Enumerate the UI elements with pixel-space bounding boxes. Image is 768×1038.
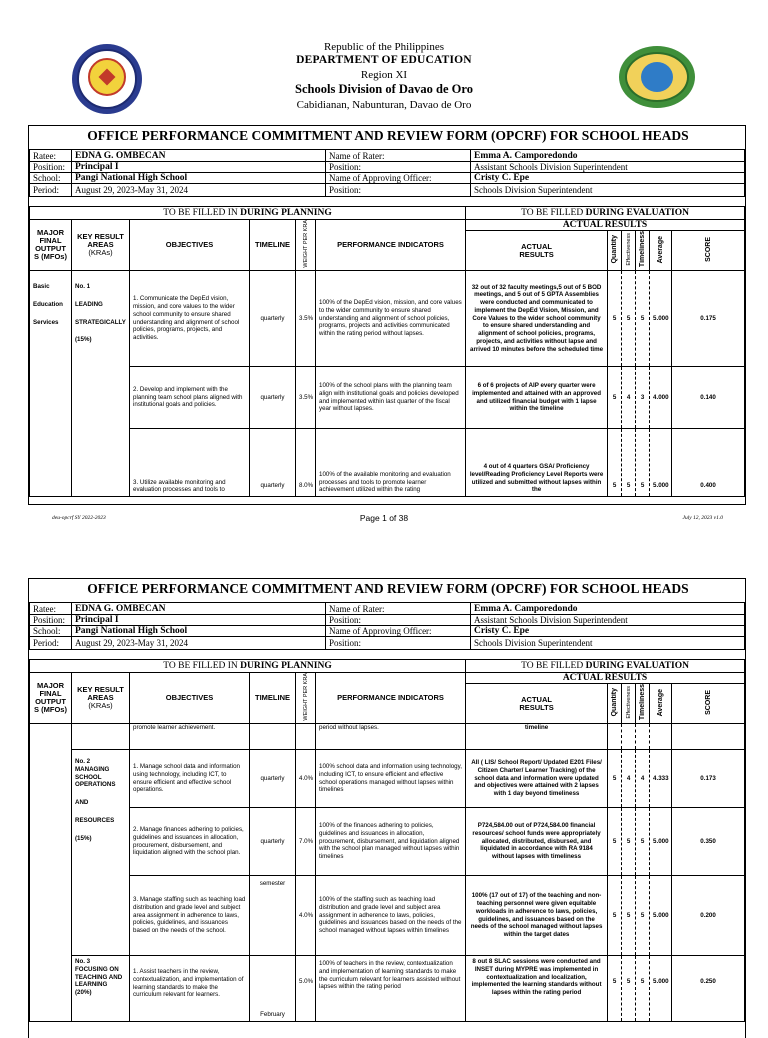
indicator-cell: 100% of the staffing such as teaching load distribution and grade level and subject area assignment in adherence to laws, policies, guidelines and issuances based on the needs of the school managed without lapses within timelines [316,876,466,956]
col-weight [296,673,316,724]
planning-bold: DURING PLANNING [240,208,332,218]
approving-label: Name of Approving Officer: [326,626,471,637]
timeline-cell: quarterly [250,808,296,876]
col-timeliness [636,684,650,724]
col-timeliness-text: Timeliness [639,231,647,268]
timeline-cell: quarterly [250,271,296,367]
school-name: Pangi National High School [72,626,326,637]
effectiveness-cell: 5 [622,876,636,956]
average-cell: 4.000 [650,367,672,429]
col-kra-bottom: (KRAs) [88,247,113,257]
opcrf-form [28,125,746,505]
evaluation-prefix: TO BE FILLED [521,661,584,671]
col-indicators: PERFORMANCE INDICATORS [316,673,466,724]
objective-cell: 2. Manage finances adhering to policies, guidelines and issuances in allocation, procurement, disbursement, and liquidation aligned with the school plan. [130,808,250,876]
col-objectives: OBJECTIVES [130,220,250,271]
opcrf-form-continued [28,578,746,1038]
period-label: Period: [30,637,72,650]
actual-result-cell: P724,584.00 out of P724,584.00 financial resources/ school funds were appropriately allocated, distributed, disbursed, and liquidated in accordance with RA 9184 without lapses with timeliness [466,808,608,876]
average-cell: 4.333 [650,750,672,808]
kra-cell [72,271,130,497]
col-timeliness-text: Timeliness [639,684,647,721]
ratee-position: Principal I [72,615,326,626]
average-cell: 5.000 [650,429,672,497]
page-footer [0,513,768,527]
col-effectiveness-text: Effectiveness [625,233,632,266]
kra-line: TEACHING AND [75,973,123,981]
timeline-cell: quarterly [250,367,296,429]
objective-cell: 1. Manage school data and information using technology, including ICT, to ensure efficient and effective school operations. [130,750,250,808]
col-average-text: Average [657,235,665,264]
objective-cell: 3. Utilize available monitoring and evaluation processes and tools to [130,429,250,497]
actual-result-cell: 6 of 6 projects of AIP every quarter were implemented and attained with an approved and utilized financial budget with 1 lapse within the timeline [466,367,608,429]
approving-position-label: Position: [326,637,471,650]
rater-name: Emma A. Camporedondo [471,150,745,162]
col-average [650,231,672,271]
effectiveness-cell: 5 [622,808,636,876]
rater-label: Name of Rater: [326,150,471,162]
col-actual: ACTUAL [521,694,552,704]
col-score-text: SCORE [704,690,712,715]
indicator-cell: period without lapses. [316,724,466,750]
footer-version: July 12, 2023 v1.0 [682,515,723,521]
average-cell: 5.000 [650,956,672,1022]
period-value: August 29, 2023-May 31, 2024 [72,637,326,650]
actual-results-group-text: ACTUAL RESULTS [562,673,648,683]
quantity-cell: 5 [608,750,622,808]
quantity-cell: 5 [608,876,622,956]
timeline-cell: quarterly [250,750,296,808]
school-label: School: [30,626,72,637]
timeliness-cell [636,724,650,750]
col-effectiveness [622,231,636,271]
kra-line: (20%) [75,989,92,996]
effectiveness-cell [622,724,636,750]
kra-line: LEARNING [75,981,108,989]
position-label: Position: [30,615,72,626]
col-average-text: Average [657,688,665,717]
actual-result-cell: All ( LIS/ School Report/ Updated E201 Files/ Citizen Charter/ Learner Tracking) of the school data and information were updated and objectives were attained with 2 lapses with 1 day beyond timeliness [466,750,608,808]
col-results: RESULTS [519,249,554,259]
kra-line: OPERATIONS [75,781,116,789]
kra-line: FOCUSING ON [75,965,119,973]
score-cell: 0.250 [672,956,745,1022]
kra-line: MANAGING [75,765,110,773]
planning-bold: DURING PLANNING [240,661,332,671]
ratee-info-table [29,149,745,197]
actual-result-cell: 4 out of 4 quarters GSA/ Proficiency level/Reading Proficiency Level Reports were utilized and submitted without lapses within the [466,429,608,497]
kra-line: RESOURCES [75,816,115,824]
weight-cell [296,724,316,750]
col-indicators: PERFORMANCE INDICATORS [316,220,466,271]
evaluation-header [466,207,745,220]
timeline-cell: semester [250,876,296,956]
average-cell: 5.000 [650,808,672,876]
quantity-cell: 5 [608,956,622,1022]
planning-prefix: TO BE FILLED IN [163,661,238,671]
weight-cell: 3.5% [296,367,316,429]
quantity-cell: 5 [608,271,622,367]
address-line: Cabidianan, Nabunturan, Davao de Oro [296,99,472,111]
effectiveness-cell: 4 [622,367,636,429]
evaluation-prefix: TO BE FILLED [521,208,584,218]
indicator-cell: 100% school data and information using technology, including ICT, to ensure efficient and effective school operations managed without lapses within timelines [316,750,466,808]
col-effectiveness-text: Effectiveness [625,686,632,719]
form-title: OFFICE PERFORMANCE COMMITMENT AND REVIEW FORM (OPCRF) FOR SCHOOL HEADS [87,128,689,143]
timeliness-cell: 5 [636,956,650,1022]
kra-line: No. 1 [75,283,91,290]
weight-cell: 8.0% [296,429,316,497]
indicator-cell: 100% of the school plans with the planning team align with institutional goals and policies developed and implemented within last quarter of the fiscal year without lapses. [316,367,466,429]
kra-line: SCHOOL [75,773,102,781]
timeliness-cell: 4 [636,750,650,808]
approving-officer: Cristy C. Epe [471,626,745,637]
evaluation-header [466,660,745,673]
period-label: Period: [30,184,72,197]
indicator-cell: 100% of teachers in the review, contextualization and implementation of learning standards to make the curriculum relevant for learners assisted without lapses within the rating period [316,956,466,1022]
score-cell: 0.400 [672,429,745,497]
mfo-line: Services [33,318,59,326]
timeliness-cell: 5 [636,808,650,876]
actual-result-cell: timeline [466,724,608,750]
division-line: Schools Division of Davao de Oro [295,82,473,96]
actual-results-group-text: ACTUAL RESULTS [562,220,648,230]
col-weight-text: WEIGHT PER KRA [302,220,309,268]
department-line: DEPARTMENT OF EDUCATION [296,54,472,66]
republic-line: Republic of the Philippines [323,41,445,53]
kra-cell [72,724,130,750]
col-quantity-text: Quantity [611,235,619,264]
objective-cell: 3. Manage staffing such as teaching load distribution and grade level and subject area assignment in adherence to laws, policies, guidelines, and issuances based on the needs of the school. [130,876,250,956]
ratee-name: EDNA G. OMBECAN [72,150,326,162]
timeliness-cell: 5 [636,429,650,497]
table-row-continuation [30,724,745,750]
actual-result-cell: 32 out of 32 faculty meetings,5 out of 5 BOD meetings, and 5 out of 5 GPTA Assemblies were conducted and communicated to implement the DepEd Vision, Mission, and Core Values to the wider school community to ensure shared understanding and alignment of school policies, programs, projects, and activities without lapse and arrived 10 minutes before the scheduled time [466,271,608,367]
weight-cell: 4.0% [296,750,316,808]
mfo-line: Basic [33,283,50,290]
col-timeliness [636,231,650,271]
timeline-cell [250,724,296,750]
planning-prefix: TO BE FILLED IN [163,208,238,218]
effectiveness-cell: 4 [622,750,636,808]
quantity-cell: 5 [608,808,622,876]
col-results: RESULTS [519,702,554,712]
average-cell: 5.000 [650,876,672,956]
objective-cell: promote learner achievement. [130,724,250,750]
col-timeline: TIMELINE [250,220,296,271]
rater-position: Assistant Schools Division Superintendent [471,162,745,173]
kra-line: STRATEGICALLY [75,318,126,326]
timeliness-cell: 5 [636,271,650,367]
table-row [30,956,745,1022]
ratee-info-table [29,602,745,650]
effectiveness-cell: 5 [622,429,636,497]
mfo-line: Education [33,300,63,308]
col-kra-top: KEY RESULT AREAS [77,685,124,703]
planning-header [30,660,466,673]
effectiveness-cell: 5 [622,271,636,367]
indicator-cell: 100% of the available monitoring and evaluation processes and tools to promote learner achievement utilized within the rating [316,429,466,497]
col-average [650,684,672,724]
col-quantity [608,684,622,724]
timeliness-cell: 3 [636,367,650,429]
weight-cell: 3.5% [296,271,316,367]
indicator-cell: 100% of the DepEd vision, mission, and core values to the wider community to ensure shared understanding and alignment of school policies, programs, projects and activities communicated within the rating period without lapses. [316,271,466,367]
planning-header [30,207,466,220]
kra-cell [72,956,130,1022]
col-mfo: MAJOR FINAL OUTPUT S (MFOs) [30,220,72,271]
period-value: August 29, 2023-May 31, 2024 [72,184,326,197]
col-kra [72,673,130,724]
kra-line: (15%) [75,336,92,344]
approving-position: Schools Division Superintendent [471,184,745,197]
table-row [30,876,745,956]
approving-position-label: Position: [326,184,471,197]
actual-results-group [466,673,745,684]
position-label: Position: [30,162,72,173]
actual-result-cell: 100% (17 out of 17) of the teaching and non-teaching personnel were given equitable workloads in adherence to laws, policies, guidelines, and issuances based on the needs of the school managed without lapses within the target dates [466,876,608,956]
timeliness-cell: 5 [636,876,650,956]
score-cell [672,724,745,750]
weight-cell: 5.0% [296,956,316,1022]
school-name: Pangi National High School [72,173,326,184]
objective-cell: 1. Assist teachers in the review, contextualization, and implementation of learning standards to make the curriculum relevant for learners. [130,956,250,1022]
rater-label: Name of Rater: [326,603,471,615]
rater-name: Emma A. Camporedondo [471,603,745,615]
table-row [30,271,745,367]
average-cell [650,724,672,750]
col-score-text: SCORE [704,237,712,262]
page-2 [0,578,768,1024]
rater-position-label: Position: [326,162,471,173]
rater-position: Assistant Schools Division Superintendent [471,615,745,626]
actual-results-group [466,220,745,231]
effectiveness-cell: 5 [622,956,636,1022]
region-line: Region XI [360,69,408,81]
timeline-cell: quarterly [250,429,296,497]
score-cell: 0.173 [672,750,745,808]
col-kra-bottom: (KRAs) [88,700,113,710]
evaluation-bold: DURING EVALUATION [585,661,689,671]
col-quantity [608,231,622,271]
mfo-cell [30,724,72,1022]
kra-line: (15%) [75,834,92,842]
quantity-cell [608,724,622,750]
table-row [30,750,745,808]
approving-officer: Cristy C. Epe [471,173,745,184]
col-quantity-text: Quantity [611,688,619,717]
col-objectives: OBJECTIVES [130,673,250,724]
ratee-position: Principal I [72,162,326,173]
objective-cell: 1. Communicate the DepEd vision, mission, and core values to the wider school community to ensure shared understanding and alignment of school policies, programs, projects, and activities. [130,271,250,367]
table-row [30,429,745,497]
quantity-cell: 5 [608,367,622,429]
kra-cell [72,750,130,956]
score-cell: 0.200 [672,876,745,956]
opcrf-main-table [29,206,745,497]
evaluation-bold: DURING EVALUATION [585,208,689,218]
score-cell: 0.350 [672,808,745,876]
form-title: OFFICE PERFORMANCE COMMITMENT AND REVIEW FORM (OPCRF) FOR SCHOOL HEADS [87,581,689,596]
col-kra-top: KEY RESULT AREAS [77,232,124,250]
actual-result-cell: 8 out 8 SLAC sessions were conducted and INSET during MYPRE was implemented in contextualization and localization, implemented the learning standards without lapses within the rating period [466,956,608,1022]
ratee-label: Ratee: [30,150,72,162]
col-mfo: MAJOR FINAL OUTPUT S (MFOs) [30,673,72,724]
indicator-cell: 100% of the finances adhering to policies, guidelines and issuances in allocation, procurement, disbursement, and liquidation aligned with the school plan managed without lapses within timelines [316,808,466,876]
opcrf-main-table [29,659,745,1022]
kra-line: AND [75,799,89,806]
school-label: School: [30,173,72,184]
table-row [30,367,745,429]
col-actual-results [466,231,608,271]
footer-doc-code: deu-opcrf SY 2022-2023 [52,515,106,521]
col-actual-results [466,684,608,724]
col-kra [72,220,130,271]
col-timeline: TIMELINE [250,673,296,724]
timeline-cell: February [250,956,296,1022]
weight-cell: 7.0% [296,808,316,876]
col-score [672,231,745,271]
score-cell: 0.175 [672,271,745,367]
col-effectiveness [622,684,636,724]
col-weight-text: WEIGHT PER KRA [302,673,309,721]
col-score [672,684,745,724]
ratee-label: Ratee: [30,603,72,615]
footer-page-number: Page 1 of 38 [359,513,409,523]
col-actual: ACTUAL [521,241,552,251]
kra-line: No. 3 [75,958,91,965]
approving-position: Schools Division Superintendent [471,637,745,650]
score-cell: 0.140 [672,367,745,429]
average-cell: 5.000 [650,271,672,367]
approving-label: Name of Approving Officer: [326,173,471,184]
kra-line: No. 2 [75,758,91,765]
table-row [30,808,745,876]
letterhead [0,0,768,125]
col-weight [296,220,316,271]
objective-cell: 2. Develop and implement with the planning team school plans aligned with institutional goals and policies. [130,367,250,429]
weight-cell: 4.0% [296,876,316,956]
ratee-name: EDNA G. OMBECAN [72,603,326,615]
rater-position-label: Position: [326,615,471,626]
kra-line: LEADING [75,300,103,308]
quantity-cell: 5 [608,429,622,497]
mfo-cell [30,271,72,497]
